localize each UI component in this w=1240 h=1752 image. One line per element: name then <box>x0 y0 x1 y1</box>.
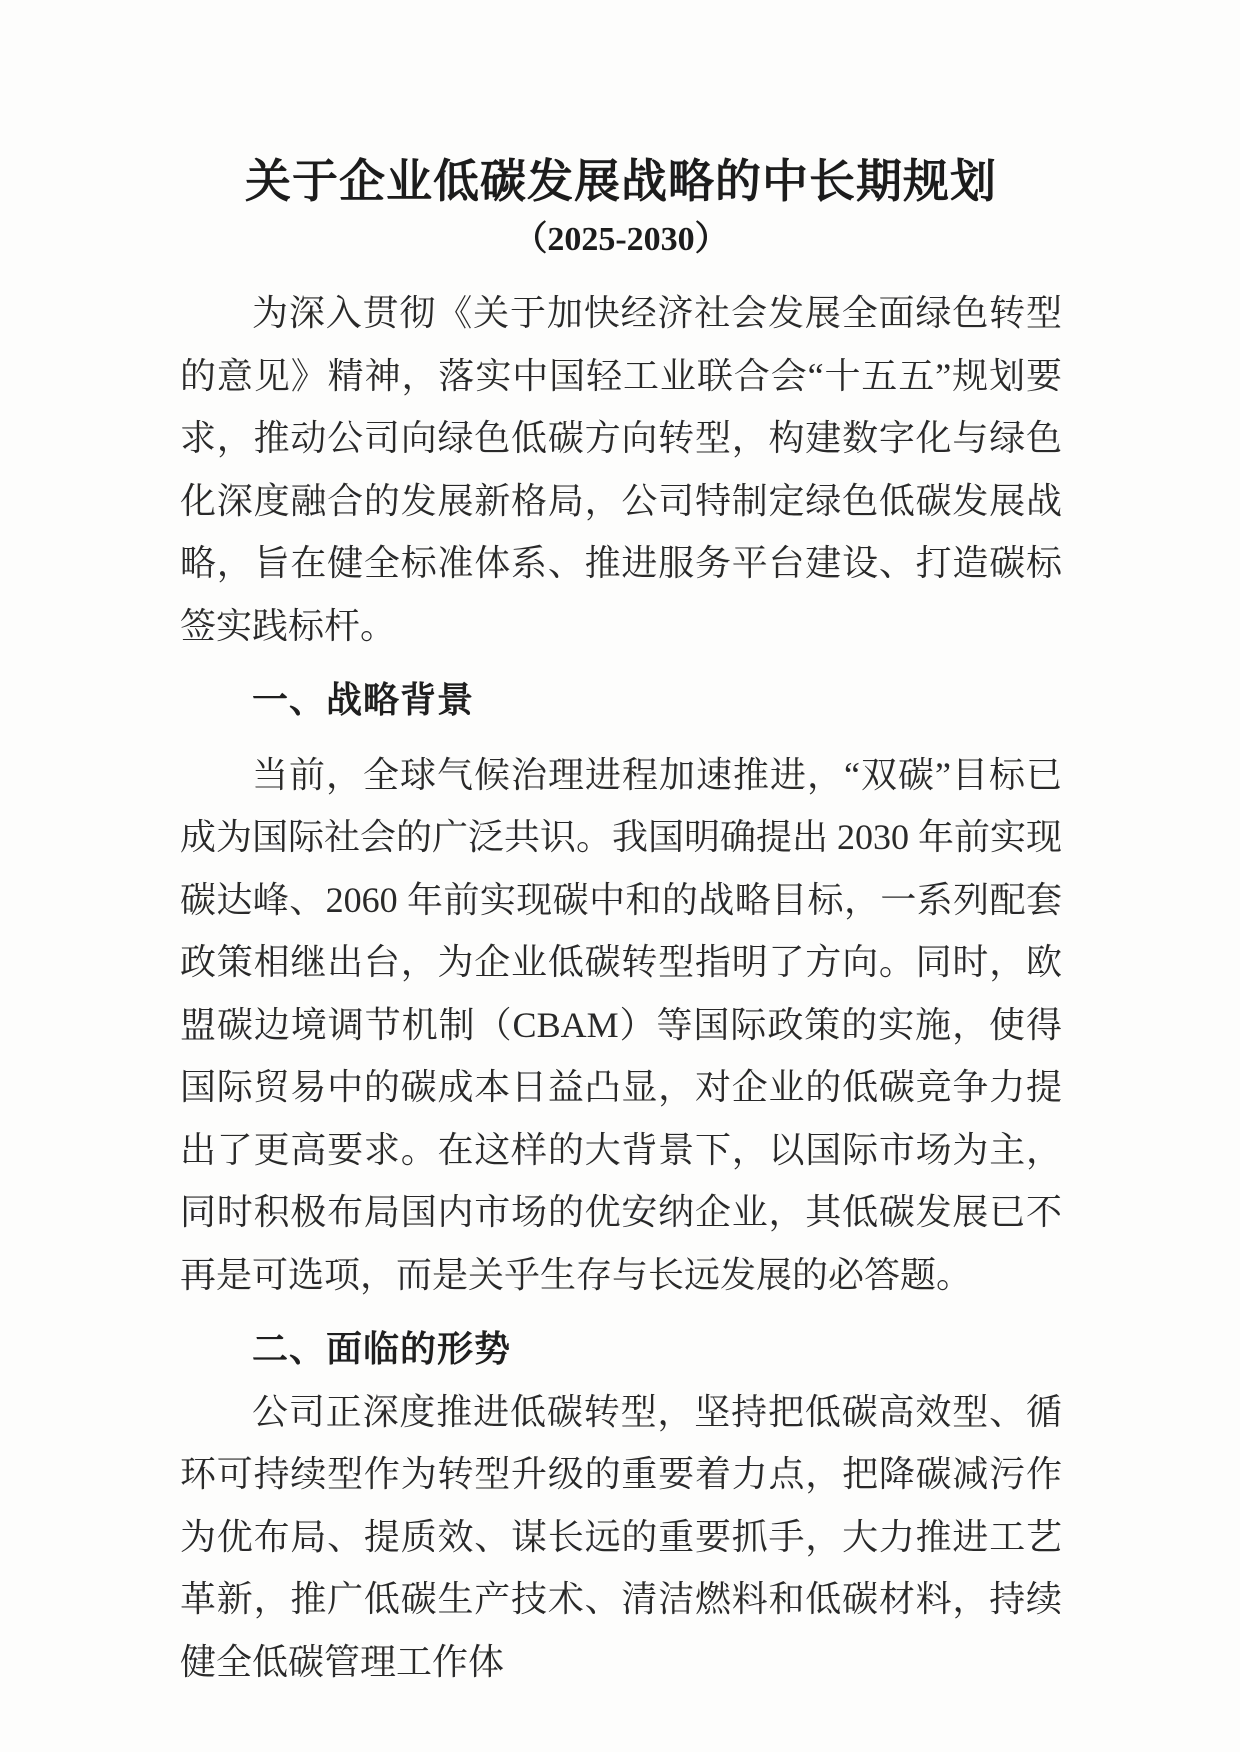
intro-paragraph: 为深入贯彻《关于加快经济社会发展全面绿色转型的意见》精神，落实中国轻工业联合会“十五五”规划要求，推动公司向绿色低碳方向转型，构建数字化与绿色化深度融合的发展新格局，公司特制定绿色低碳发展战略，旨在健全标准体系、推进服务平台建设、打造碳标签实践标杆。 <box>180 293 1062 646</box>
section-1-heading: 一、战略背景 <box>252 680 475 720</box>
doc-title: 关于企业低碳发展战略的中长期规划 <box>245 156 997 207</box>
section-2-paragraph: 公司正深度推进低碳转型，坚持把低碳高效型、循环可持续型作为转型升级的重要着力点，把降碳减污作为优布局、提质效、谋长远的重要抓手，大力推进工艺革新，推广低碳生产技术、清洁燃料和低碳材料，持续健全低碳管理工作体 <box>180 1391 1062 1682</box>
section-2-heading: 二、面临的形势 <box>252 1329 512 1369</box>
doc-subtitle: （2025-2030） <box>513 221 729 258</box>
section-1-paragraph: 当前，全球气候治理进程加速推进，“双碳”目标已成为国际社会的广泛共识。我国明确提出 2030 年前实现碳达峰、2060 年前实现碳中和的战略目标，一系列配套政策相继出台，为企业低碳转型指明了方向。同时，欧盟碳边境调节机制（CBAM）等国际政策的实施，使得国际贸易中的碳成本日益凸显，对企业的低碳竞争力提出了更高要求。在这样的大背景下，以国际市场为主，同时积极布局国内市场的优安纳企业，其低碳发展已不再是可选项，而是关乎生存与长远发展的必答题。 <box>180 754 1063 1295</box>
document-content <box>180 150 1062 1693</box>
